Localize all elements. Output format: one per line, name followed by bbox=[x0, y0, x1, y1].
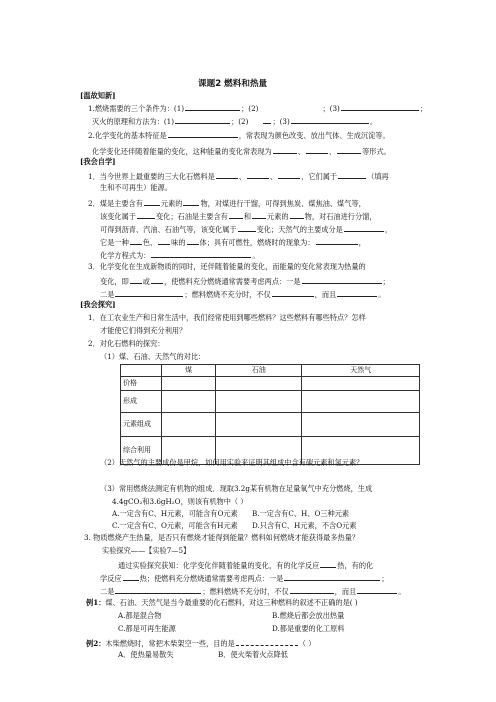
review-line-1 bbox=[88, 103, 427, 112]
blank[interactable] bbox=[272, 289, 314, 297]
blank[interactable] bbox=[284, 573, 380, 581]
example-2 bbox=[86, 638, 315, 647]
text: ；(3) bbox=[272, 117, 290, 126]
text: ，它们属于 bbox=[301, 172, 338, 181]
text: 色、 bbox=[142, 238, 158, 247]
explore-q2b: （2）天然气的主要成份是甲烷，如何用实验来证明其组成中含有碳元素和氢元素？ bbox=[100, 458, 364, 467]
text: 它是一种 bbox=[100, 238, 129, 247]
table-cell[interactable] bbox=[162, 377, 216, 391]
text: ，而且 bbox=[314, 290, 337, 299]
text: 学反应 bbox=[100, 574, 122, 583]
review-line-2 bbox=[92, 116, 377, 125]
blank[interactable] bbox=[357, 586, 397, 594]
text: 变化，即 bbox=[100, 277, 129, 286]
blank[interactable] bbox=[137, 211, 155, 219]
blank[interactable] bbox=[185, 103, 240, 111]
example-1-option-c[interactable]: C.都是可再生能源 bbox=[118, 624, 176, 633]
blank[interactable] bbox=[302, 276, 382, 284]
explore-q2: 2．对化石燃料的探究： bbox=[88, 339, 165, 348]
self-study-3-line-1: 3．化学变化在生成新物质的同时，还伴随着能量的变化，而能量的变化常表现为热量的 bbox=[88, 262, 366, 271]
blank[interactable] bbox=[115, 586, 201, 594]
blank[interactable] bbox=[337, 289, 377, 297]
text: ；燃料燃烧不充分时，不仅 bbox=[184, 290, 271, 299]
blank[interactable] bbox=[341, 103, 419, 111]
text: 灭火的原理和方法为：(1) bbox=[92, 117, 175, 126]
text: 可得到沥青、汽油、石油气等，该变化属于 bbox=[100, 225, 237, 234]
table-cell[interactable] bbox=[302, 413, 420, 437]
blank[interactable] bbox=[247, 171, 269, 179]
example-2-option-a[interactable]: A．使热量易散失 bbox=[118, 650, 174, 659]
blank[interactable] bbox=[344, 224, 384, 232]
row-label: 综合利用 bbox=[121, 437, 162, 465]
text: 热，有的化 bbox=[337, 561, 374, 570]
blank[interactable] bbox=[130, 237, 142, 245]
blank[interactable] bbox=[291, 116, 369, 124]
text: 或 bbox=[142, 277, 150, 286]
blank[interactable] bbox=[236, 638, 298, 646]
text: 该变化属于 bbox=[100, 212, 136, 221]
table-header-cell bbox=[121, 365, 162, 377]
blank[interactable] bbox=[338, 171, 366, 179]
text: ； bbox=[382, 277, 390, 286]
blank[interactable] bbox=[151, 276, 163, 284]
row-label: 形成 bbox=[121, 391, 162, 413]
text: （填再 bbox=[367, 172, 389, 181]
option-d[interactable]: D.只含有C、H元素，不含O元素 bbox=[252, 521, 357, 530]
table-cell[interactable] bbox=[302, 377, 420, 391]
example-1-option-b[interactable]: B.燃烧后都会放出热量 bbox=[272, 611, 345, 620]
blank[interactable] bbox=[229, 211, 243, 219]
blank[interactable] bbox=[316, 237, 358, 245]
blank[interactable] bbox=[130, 276, 142, 284]
text: 、 bbox=[297, 147, 305, 156]
text: ，常表现为颜色改变、放出气体、生成沉淀等。 bbox=[238, 131, 390, 140]
blank[interactable] bbox=[337, 146, 361, 154]
table-cell[interactable] bbox=[216, 391, 302, 413]
table-header-cell: 天然气 bbox=[302, 365, 420, 377]
text: 化学变化还伴随着能量的变化，这种能量的变化常表现为 bbox=[92, 147, 272, 156]
example-label: 例1： bbox=[86, 598, 106, 607]
text: ； bbox=[419, 104, 428, 113]
text: 通过实验探究获知：化学变化伴随着能量的变化，有的化学反应 bbox=[118, 561, 320, 570]
table-header-cell: 煤 bbox=[162, 365, 216, 377]
self-study-2-line-5: 化学方程式为： 。 bbox=[100, 251, 260, 260]
text: ；(2) bbox=[231, 117, 249, 126]
text: ， bbox=[358, 238, 366, 247]
blank[interactable] bbox=[273, 146, 297, 154]
text: 热；使燃料充分燃烧通常需要考虑两点：一是 bbox=[139, 574, 284, 583]
table-cell[interactable] bbox=[216, 413, 302, 437]
table-cell[interactable] bbox=[302, 391, 420, 413]
table-header-row bbox=[121, 365, 420, 377]
blank[interactable] bbox=[187, 237, 199, 245]
experiment-title: 实验探究——【实验7—5】 bbox=[102, 546, 191, 555]
text: 等形式。 bbox=[362, 147, 391, 156]
text: 元素的 bbox=[160, 199, 183, 208]
self-study-3-line-3 bbox=[100, 289, 385, 298]
blank[interactable] bbox=[290, 211, 304, 219]
text: 。 bbox=[369, 117, 378, 126]
table-cell[interactable] bbox=[216, 377, 302, 391]
review-line-4 bbox=[92, 146, 391, 155]
text: ， bbox=[384, 225, 393, 234]
blank[interactable] bbox=[175, 116, 230, 124]
blank[interactable] bbox=[278, 171, 300, 179]
blank[interactable] bbox=[115, 289, 183, 297]
example-1-option-d[interactable]: D.都是重要的化工原料 bbox=[272, 624, 345, 633]
blank[interactable] bbox=[290, 586, 334, 594]
text: 。 bbox=[378, 290, 386, 299]
text: ，而且 bbox=[334, 587, 357, 596]
review-line-3 bbox=[88, 130, 390, 139]
section-self-study-heading: [我会自学] bbox=[80, 157, 116, 166]
row-label: 价格 bbox=[121, 377, 162, 391]
experiment-line-2 bbox=[100, 573, 389, 582]
page-title: 课题2 燃料和热量 bbox=[198, 79, 268, 89]
text: ；燃料燃烧不充分时，不仅 bbox=[202, 587, 289, 596]
blank[interactable] bbox=[252, 211, 266, 219]
table-row bbox=[121, 413, 420, 437]
text: 和 bbox=[243, 212, 252, 221]
text: 。 bbox=[398, 587, 406, 596]
blank[interactable] bbox=[306, 146, 328, 154]
self-study-1: 1．当今世界上最重要的三大化石燃料是 、 、 ，它们属于 （填再 bbox=[88, 172, 389, 181]
self-study-2-line-1 bbox=[88, 198, 366, 207]
text: 变化；石油是主要含有 bbox=[155, 212, 228, 221]
blank[interactable] bbox=[183, 198, 199, 206]
text: 1.燃烧需要的三个条件为：(1) bbox=[88, 104, 185, 113]
text: 2.化学变化的基本特征是 bbox=[88, 131, 167, 140]
text: 物，对石油进行分馏， bbox=[304, 212, 377, 221]
self-study-2-line-3 bbox=[100, 224, 392, 233]
table-header-cell: 石油 bbox=[216, 365, 302, 377]
text: 、 bbox=[328, 147, 337, 156]
table-cell[interactable] bbox=[162, 413, 216, 437]
explore-q3-line-2: 4.4gCO₂和3.6gH₂O，则该有机物中（ ） bbox=[112, 497, 248, 506]
example-2-option-b[interactable]: B．使火柴着火点降低 bbox=[218, 650, 288, 659]
table-row bbox=[121, 377, 420, 391]
option-c[interactable]: C.一定含有C、O元素，可能含有H元素 bbox=[112, 521, 238, 530]
text: 味的 bbox=[171, 238, 186, 247]
option-b[interactable]: B.一定含有C、H、O三种元素 bbox=[252, 509, 350, 518]
blank[interactable] bbox=[238, 224, 256, 232]
self-study-3-line-2 bbox=[100, 276, 390, 285]
option-a[interactable]: A.一定含有C、H元素，可能含有O元素 bbox=[112, 509, 238, 518]
blank[interactable] bbox=[168, 130, 238, 138]
blank[interactable] bbox=[216, 171, 238, 179]
table-cell[interactable] bbox=[162, 391, 216, 413]
text: 物，对煤进行干馏，可得到焦炭、煤焦油、煤气等， bbox=[200, 199, 366, 208]
explore-q2a: （1）煤、石油、天然气的对比： bbox=[100, 352, 206, 361]
text: 变化；天然气的主要成分是 bbox=[256, 225, 343, 234]
experiment-line-3 bbox=[100, 586, 405, 595]
blank[interactable] bbox=[151, 250, 251, 258]
text: 1．当今世界上最重要的三大化石燃料是 bbox=[88, 172, 215, 181]
text: ；(2) bbox=[241, 104, 259, 113]
blank[interactable] bbox=[123, 573, 139, 581]
text: 煤、石油、天然气是当今最重要的化石燃料，对这三种燃料的叙述不正确的是( ) bbox=[105, 598, 358, 607]
blank[interactable] bbox=[144, 198, 160, 206]
text: ，使燃料充分燃烧通常需要考虑两点：一是 bbox=[163, 277, 301, 286]
self-study-2-line-2 bbox=[100, 211, 377, 220]
comparison-table bbox=[120, 364, 420, 465]
self-study-1b: 生和不可再生）能源。 bbox=[100, 183, 172, 192]
blank[interactable] bbox=[320, 560, 336, 568]
explore-q1: 1．在工农业生产和日常生活中，我们经常使用到哪些燃料？这些燃料有哪些特点？怎样 bbox=[88, 313, 366, 322]
text: 体；具有可燃性，燃烧时的现象为： bbox=[199, 238, 315, 247]
text: 二是 bbox=[100, 587, 115, 596]
self-study-2-line-4 bbox=[100, 237, 366, 246]
row-label: 元素组成 bbox=[121, 413, 162, 437]
text: ；(3) bbox=[322, 104, 340, 113]
text: 元素的 bbox=[267, 212, 289, 221]
text: 化学方程式为： bbox=[100, 251, 151, 260]
table-row bbox=[121, 391, 420, 413]
explore-q1b: 才能使它们得到充分利用？ bbox=[100, 326, 187, 335]
example-label: 例2： bbox=[86, 639, 106, 648]
text: 二是 bbox=[100, 290, 115, 299]
text: 2．煤是主要含有 bbox=[88, 199, 143, 208]
example-1 bbox=[86, 599, 358, 606]
experiment-line-1 bbox=[118, 560, 373, 569]
example-1-option-a[interactable]: A.都是混合物 bbox=[118, 611, 162, 620]
blank[interactable] bbox=[263, 116, 271, 124]
text: ； bbox=[381, 574, 389, 583]
explore-q3: 3. 物质燃烧产生热量，是否只有燃烧才能得到能量？燃料如何燃烧才能获得最多热量？ bbox=[84, 533, 360, 542]
section-review-heading: [温故知新] bbox=[80, 91, 116, 100]
section-explore-heading: [我会探究] bbox=[80, 300, 116, 309]
text: 木柴燃烧时，常把木柴架空一些，目的是 bbox=[105, 639, 235, 648]
text: （ ） bbox=[298, 639, 316, 648]
explore-q3-line-1: （3）常用燃烧法测定有机物的组成．现取3.2g某有机物在足量氧气中充分燃烧，生成 bbox=[100, 484, 373, 493]
blank[interactable] bbox=[158, 237, 170, 245]
